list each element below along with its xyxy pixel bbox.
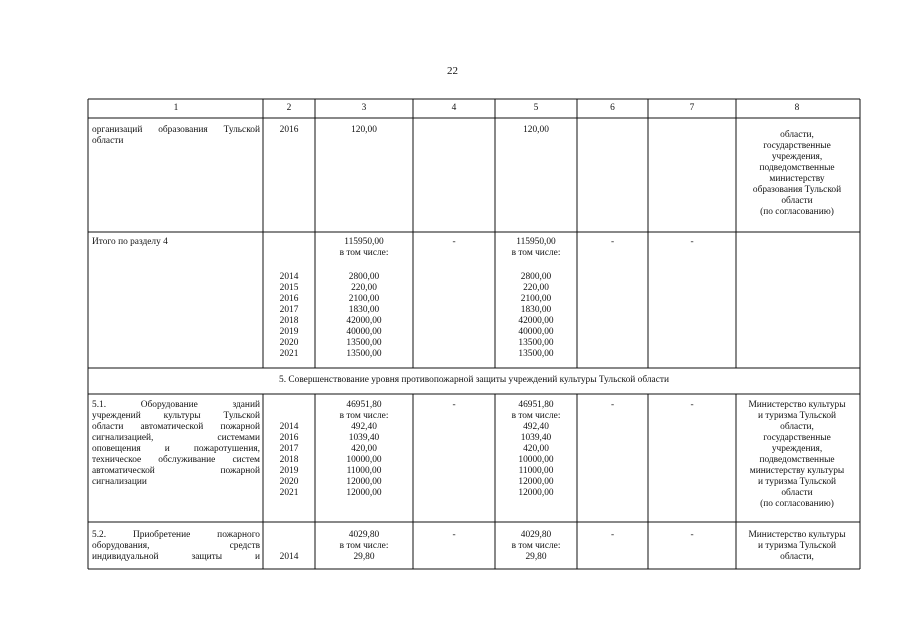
row-total4-fed: -	[452, 237, 456, 247]
including-label: в том числе:	[511, 248, 561, 258]
total-value: 4029,80	[348, 530, 380, 540]
row-total4-name: Итого по разделу 4	[92, 237, 168, 247]
year-value: 40000,00	[518, 327, 554, 337]
row-total4-local: -	[610, 237, 615, 247]
year-value: 220,00	[523, 283, 549, 293]
row-5-1-values	[317, 422, 411, 499]
year-value: 1830,00	[348, 305, 380, 315]
col-header-3: 3	[361, 103, 367, 113]
year-value: 1039,40	[348, 433, 380, 443]
row-total4-regional	[497, 237, 575, 259]
row-5-1-name	[92, 400, 260, 488]
year-value: 42000,00	[518, 316, 554, 326]
year-value: 13500,00	[346, 338, 382, 348]
year: 2020	[279, 477, 299, 487]
row-5-2-name-line: 5.2. Приобретение пожарного	[92, 530, 260, 540]
year-value: 420,00	[523, 444, 549, 454]
row-total4-years	[265, 272, 313, 360]
year-value: 2100,00	[520, 294, 552, 304]
year: 2014	[279, 422, 299, 432]
total-value: 115950,00	[344, 237, 384, 247]
year-value: 492,40	[351, 422, 377, 432]
including-label: в том числе:	[339, 248, 389, 258]
col-header-4: 4	[451, 103, 457, 113]
row-total4-extra: -	[690, 237, 694, 247]
year-value: 29,80	[353, 552, 375, 562]
year: 2018	[279, 316, 299, 326]
executor-line: министерству	[769, 174, 825, 184]
year-value: 29,80	[525, 552, 547, 562]
row-5-1-name-line: автоматической пожарной	[92, 466, 260, 476]
executor-line: образования Тульской	[752, 185, 842, 195]
row-5-1-extra: -	[690, 400, 694, 410]
including-label: в том числе:	[339, 411, 389, 421]
row-5-1-name-line: сигнализацией, системами	[92, 433, 260, 443]
row-5-2-local: -	[610, 530, 615, 540]
total-value: 115950,00	[516, 237, 556, 247]
year-value: 420,00	[351, 444, 377, 454]
executor-line: подведомственные	[759, 455, 835, 465]
row-org-total: 120,00	[351, 125, 377, 135]
row-5-1-name-line: оповещения и пожаротушения,	[92, 444, 260, 454]
executor-line: учреждения,	[771, 444, 823, 454]
executor-line: государственные	[763, 141, 831, 151]
year-value: 220,00	[351, 283, 377, 293]
row-total4-total	[317, 237, 411, 259]
year: 2017	[279, 305, 299, 315]
row-org-name	[92, 125, 260, 147]
col-header-6: 6	[610, 103, 615, 113]
including-label: в том числе:	[511, 541, 561, 551]
year-value: 10000,00	[518, 455, 554, 465]
year-value: 42000,00	[346, 316, 382, 326]
executor-line: области	[781, 488, 813, 498]
year-value: 12000,00	[346, 477, 382, 487]
year: 2017	[279, 444, 299, 454]
row-5-2-executor	[738, 530, 856, 563]
executor-line: (по согласованию)	[760, 207, 834, 217]
col-header-8: 8	[794, 103, 800, 113]
executor-line: области,	[780, 130, 814, 140]
row-5-1-executor	[738, 400, 856, 510]
year-value: 12000,00	[518, 488, 554, 498]
executor-line: и туризма Тульской	[757, 477, 837, 487]
executor-line: области,	[780, 422, 814, 432]
row-5-2-extra: -	[690, 530, 694, 540]
year: 2016	[279, 433, 299, 443]
total-value: 46951,80	[518, 400, 554, 410]
row-5-1-years	[265, 422, 313, 499]
executor-line: Министерство культуры	[748, 530, 846, 540]
executor-line: учреждения,	[771, 152, 823, 162]
year: 2018	[279, 455, 299, 465]
row-5-2-total	[317, 530, 411, 563]
year-value: 492,40	[523, 422, 549, 432]
year: 2014	[279, 272, 299, 282]
row-5-1-fed: -	[452, 400, 456, 410]
row-total4-values	[317, 272, 411, 360]
executor-line: области,	[780, 552, 814, 562]
including-label: в том числе:	[511, 411, 561, 421]
year: 2016	[279, 294, 299, 304]
executor-line: государственные	[763, 433, 831, 443]
year: 2014	[279, 552, 299, 562]
year: 2019	[279, 466, 299, 476]
row-org-year: 2016	[279, 125, 299, 135]
col-header-7: 7	[689, 103, 695, 113]
row-org-name-line: организаций образования Тульской	[92, 125, 260, 135]
year-value: 12000,00	[518, 477, 554, 487]
row-org-name-line: области	[92, 136, 124, 146]
total-value: 46951,80	[346, 400, 382, 410]
row-5-1-regional	[497, 400, 575, 422]
year-value: 2100,00	[348, 294, 380, 304]
row-5-1-name-line: сигнализации	[92, 477, 147, 487]
executor-line: подведомственные	[759, 163, 835, 173]
row-5-1-regional-values	[497, 422, 575, 499]
row-5-2-years	[265, 552, 313, 563]
row-5-1-local: -	[610, 400, 615, 410]
row-5-1-total	[317, 400, 411, 422]
year-value: 13500,00	[518, 338, 554, 348]
year-value: 40000,00	[346, 327, 382, 337]
total-value: 4029,80	[520, 530, 552, 540]
year: 2021	[279, 488, 299, 498]
col-header-5: 5	[533, 103, 539, 113]
year-value: 2800,00	[520, 272, 552, 282]
row-5-2-name	[92, 530, 260, 563]
row-5-2-fed: -	[452, 530, 456, 540]
row-5-2-name-line: оборудования, средств	[92, 541, 260, 551]
year-value: 12000,00	[346, 488, 382, 498]
year-value: 1039,40	[520, 433, 552, 443]
row-org-regional: 120,00	[523, 125, 549, 135]
executor-line: (по согласованию)	[760, 499, 834, 509]
row-5-1-name-line: техническое обслуживание систем	[92, 455, 260, 465]
col-header-1: 1	[173, 103, 179, 113]
executor-line: и туризма Тульской	[757, 541, 837, 551]
row-5-1-name-line: учреждений культуры Тульской	[92, 411, 260, 421]
row-total4-regional-values	[497, 272, 575, 360]
year-value: 2800,00	[348, 272, 380, 282]
row-5-2-name-line: индивидуальной защиты и	[92, 552, 260, 562]
year-value: 13500,00	[518, 349, 554, 359]
including-label: в том числе:	[339, 541, 389, 551]
row-5-2-regional	[497, 530, 575, 563]
year: 2021	[279, 349, 299, 359]
year-value: 11000,00	[346, 466, 382, 476]
executor-line: министерству культуры	[749, 466, 845, 476]
section-5-title: 5. Совершенствование уровня противопожарной защиты учреждений культуры Тульской области	[279, 375, 669, 385]
col-header-2: 2	[286, 103, 292, 113]
year: 2015	[279, 283, 299, 293]
year-value: 10000,00	[346, 455, 382, 465]
row-org-executor	[738, 130, 856, 218]
row-5-1-name-line: 5.1. Оборудование зданий	[92, 400, 260, 410]
page-number: 22	[447, 65, 458, 77]
executor-line: Министерство культуры	[748, 400, 846, 410]
row-5-1-name-line: области автоматической пожарной	[92, 422, 260, 432]
year: 2020	[279, 338, 299, 348]
executor-line: области	[781, 196, 813, 206]
year-value: 13500,00	[346, 349, 382, 359]
year: 2019	[279, 327, 299, 337]
executor-line: и туризма Тульской	[757, 411, 837, 421]
year-value: 1830,00	[520, 305, 552, 315]
year-value: 11000,00	[518, 466, 554, 476]
